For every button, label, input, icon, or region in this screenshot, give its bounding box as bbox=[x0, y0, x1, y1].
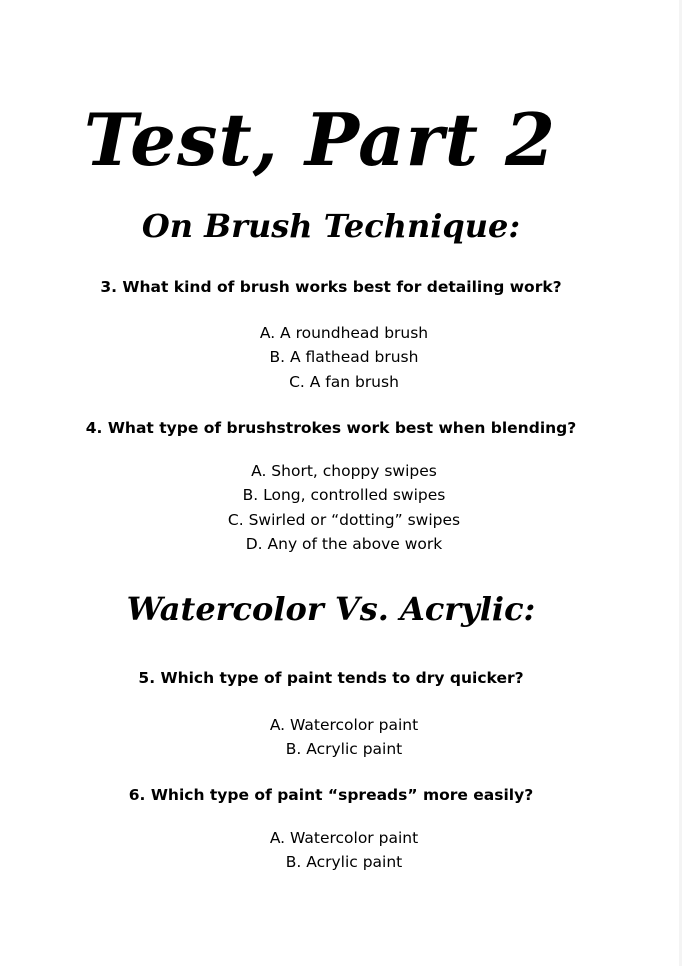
answer-option: B. Long, controlled swipes bbox=[242, 486, 446, 505]
answer-option: B. Acrylic paint bbox=[285, 853, 403, 872]
question-4-options bbox=[0, 459, 682, 556]
question-5-options bbox=[0, 713, 682, 762]
answer-option: A. A roundhead brush bbox=[259, 324, 429, 342]
question-5: 5. Which type of paint tends to dry quicker? bbox=[138, 669, 524, 687]
section-heading-brush-technique: On Brush Technique: bbox=[141, 207, 521, 245]
section-heading-watercolor-vs-acrylic: Watercolor Vs. Acrylic: bbox=[126, 590, 536, 628]
question-6: 6. Which type of paint “spreads” more easily? bbox=[128, 786, 534, 804]
answer-option: B. A flathead brush bbox=[269, 348, 419, 367]
question-3: 3. What kind of brush works best for detailing work? bbox=[100, 278, 562, 296]
question-3-options bbox=[0, 321, 682, 394]
answer-option: D. Any of the above work bbox=[245, 534, 443, 553]
answer-option: B. Acrylic paint bbox=[285, 740, 403, 759]
answer-option: A. Short, choppy swipes bbox=[251, 462, 437, 480]
question-4: 4. What type of brushstrokes work best when blending? bbox=[85, 419, 577, 437]
answer-option: A. Watercolor paint bbox=[269, 829, 419, 847]
page-title: Test, Part 2 bbox=[83, 97, 557, 182]
answer-option: C. Swirled or “dotting” swipes bbox=[227, 510, 461, 529]
answer-option: C. A fan brush bbox=[289, 372, 399, 391]
answer-option: A. Watercolor paint bbox=[269, 716, 419, 734]
question-6-options bbox=[0, 826, 682, 875]
